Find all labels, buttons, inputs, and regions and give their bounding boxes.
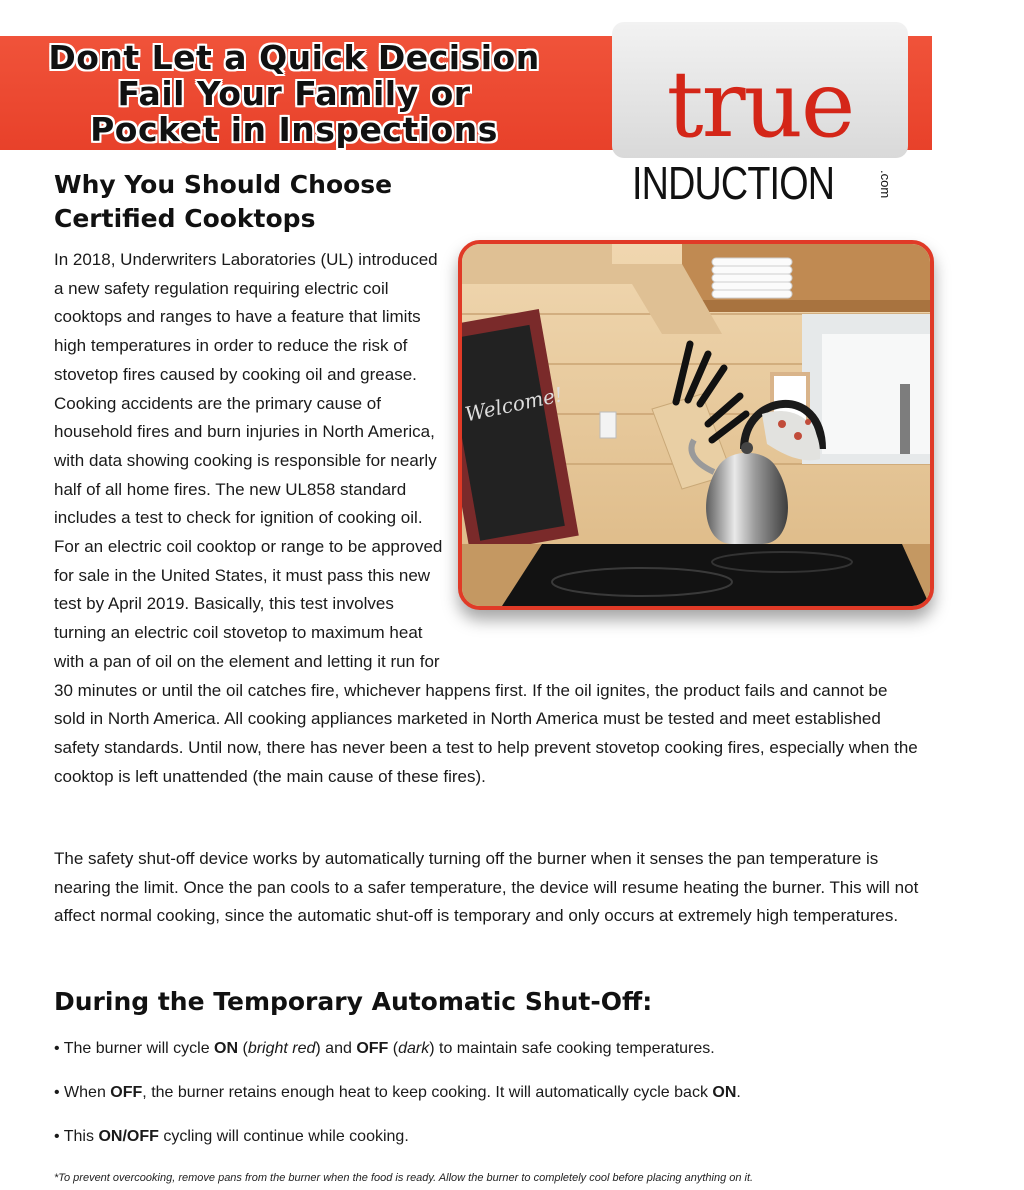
kitchen-photo xyxy=(458,240,934,610)
shutoff-bullet-3 xyxy=(54,1126,409,1148)
text-run: • When xyxy=(54,1084,111,1101)
banner-line-3: Pocket in Inspections xyxy=(90,110,498,149)
article-heading xyxy=(54,168,454,236)
footnote: *To prevent overcooking, remove pans from the burner when the food is ready. Allow the burner to completely cool before placing anything on it. xyxy=(54,1172,754,1184)
article-heading-line-1: Why You Should Choose xyxy=(54,170,393,199)
text-run: • The burner will cycle xyxy=(54,1040,215,1057)
logo-word-induction: INDUCTION xyxy=(632,157,835,209)
chalkboard-welcome: Welcome! xyxy=(462,382,565,427)
on-off-label: ON/OFF xyxy=(98,1128,159,1145)
shutoff-bullet-2 xyxy=(54,1082,741,1104)
text-run: ( xyxy=(388,1040,399,1057)
logo-word-true: true xyxy=(666,51,854,158)
text-run: . xyxy=(736,1084,741,1101)
text-run: ( xyxy=(238,1040,248,1057)
dark-label: dark xyxy=(398,1040,430,1057)
on-label: ON xyxy=(214,1040,239,1057)
text-run: , the burner retains enough heat to keep cooking. It will automatically cycle back xyxy=(142,1084,713,1101)
bright-red-label: bright red xyxy=(247,1040,316,1057)
article-paragraph-2: The safety shut-off device works by automatically turning off the burner when it senses the pan temperature is nearing the limit. Once the pan cools to a safer temperature, the device will resume heating the burner. This will not affect normal cooking, since the automatic shut-off is temporary and only occurs at extremely high temperatures. xyxy=(54,849,919,925)
banner-line-2: Fail Your Family or xyxy=(117,74,471,113)
text-run: ) and xyxy=(315,1040,357,1057)
on-label: ON xyxy=(712,1084,737,1101)
off-label: OFF xyxy=(110,1084,143,1101)
banner-line-1: Dont Let a Quick Decision xyxy=(48,38,540,77)
kitchen-illustration xyxy=(462,244,930,606)
logo-suffix-com: .com xyxy=(878,170,893,199)
shutoff-bullet-1 xyxy=(54,1038,715,1060)
text-run: ) to maintain safe cooking temperatures. xyxy=(429,1040,715,1057)
off-label: OFF xyxy=(356,1040,389,1057)
shutoff-heading: During the Temporary Automatic Shut-Off: xyxy=(54,987,653,1016)
text-run: • This xyxy=(54,1128,99,1145)
article-heading-line-2: Certified Cooktops xyxy=(54,204,316,233)
banner-headline xyxy=(14,40,574,148)
article-paragraph-1: In 2018, Underwriters Laboratories (UL) introduced a new safety regulation requiring electric coil cooktops and ranges to have a feature that limits high temperatures in order to reduce the risk of stovetop fires caused by cooking oil and grease. Cooking accidents are the primary cause of household fires and burn injuries in North America, with data showing cooking is responsible for nearly half of all home fires. The new UL858 standard includes a test to check for ignition of cooking oil. For an electric coil cooktop or range to be approved for sale in the United States, it must pass this new test by April 2019. Basically, this test involves turning an electric coil stovetop to maximum heat with a pan of oil on the element and letting it run for 30 minutes or until the oil catches fire, whichever happens first. If the oil ignites, the product fails and cannot be sold in North America. All cooking appliances marketed in North America must be tested and meet established safety standards. Until now, there has never been a test to help prevent stovetop cooking fires, especially when the cooktop is left unattended (the main cause of these fires). xyxy=(54,250,918,786)
text-run: cycling will continue while cooking. xyxy=(158,1128,409,1145)
